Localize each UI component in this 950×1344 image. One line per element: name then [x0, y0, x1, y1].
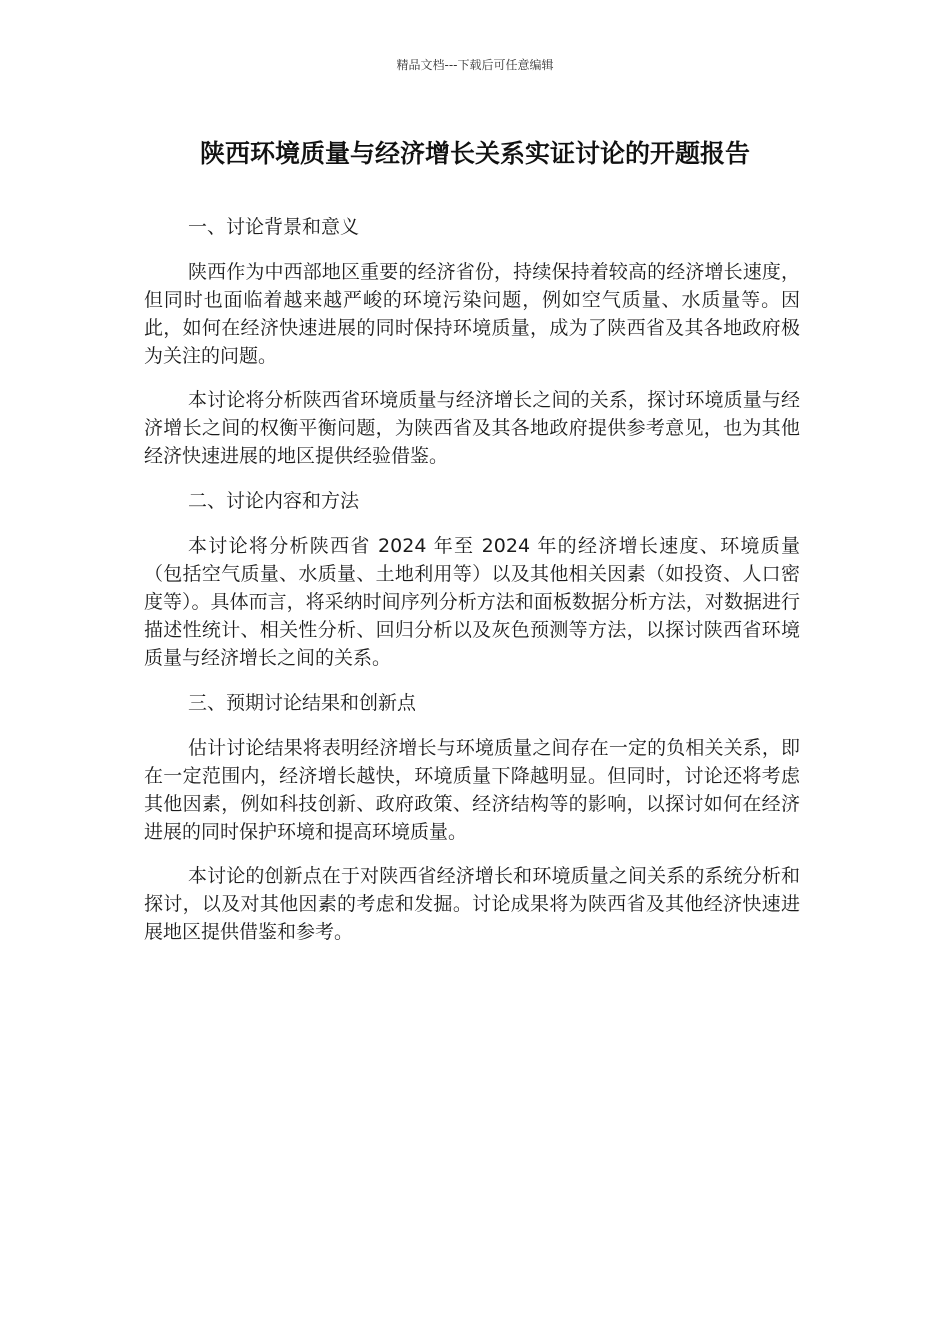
paragraph: 本讨论的创新点在于对陕西省经济增长和环境质量之间关系的系统分析和探讨，以及对其他因素的考虑和发掘。讨论成果将为陕西省及其他经济快速进展地区提供借鉴和参考。 — [144, 865, 800, 943]
paragraph: 本讨论将分析陕西省环境质量与经济增长之间的关系，探讨环境质量与经济增长之间的权衡平衡问题，为陕西省及其各地政府提供参考意见，也为其他经济快速进展的地区提供经验借鉴。 — [144, 389, 800, 467]
section-expected-results — [144, 688, 800, 946]
section-heading: 二、讨论内容和方法 — [188, 490, 360, 512]
section-content-methods — [144, 486, 800, 672]
header-note: 精品文档---下载后可任意编辑 — [396, 58, 554, 72]
paragraph: 估计讨论结果将表明经济增长与环境质量之间存在一定的负相关关系，即在一定范围内，经济增长越快，环境质量下降越明显。但同时，讨论还将考虑其他因素，例如科技创新、政府政策、经济结构等的影响，以探讨如何在经济进展的同时保护环境和提高环境质量。 — [144, 737, 800, 843]
section-heading: 三、预期讨论结果和创新点 — [188, 692, 417, 714]
paragraph: 本讨论将分析陕西省 2024 年至 2024 年的经济增长速度、环境质量（包括空气质量、水质量、土地利用等）以及其他相关因素（如投资、人口密度等）。具体而言，将采纳时间序列分析方法和面板数据分析方法，对数据进行描述性统计、相关性分析、回归分析以及灰色预测等方法，以探讨陕西省环境质量与经济增长之间的关系。 — [144, 535, 800, 669]
document-body — [144, 212, 800, 962]
paragraph: 陕西作为中西部地区重要的经济省份，持续保持着较高的经济增长速度，但同时也面临着越来越严峻的环境污染问题，例如空气质量、水质量等。因此，如何在经济快速进展的同时保持环境质量，成为了陕西省及其各地政府极为关注的问题。 — [144, 261, 800, 367]
section-heading: 一、讨论背景和意义 — [188, 216, 360, 238]
document-title: 陕西环境质量与经济增长关系实证讨论的开题报告 — [199, 139, 750, 168]
section-background — [144, 212, 800, 470]
